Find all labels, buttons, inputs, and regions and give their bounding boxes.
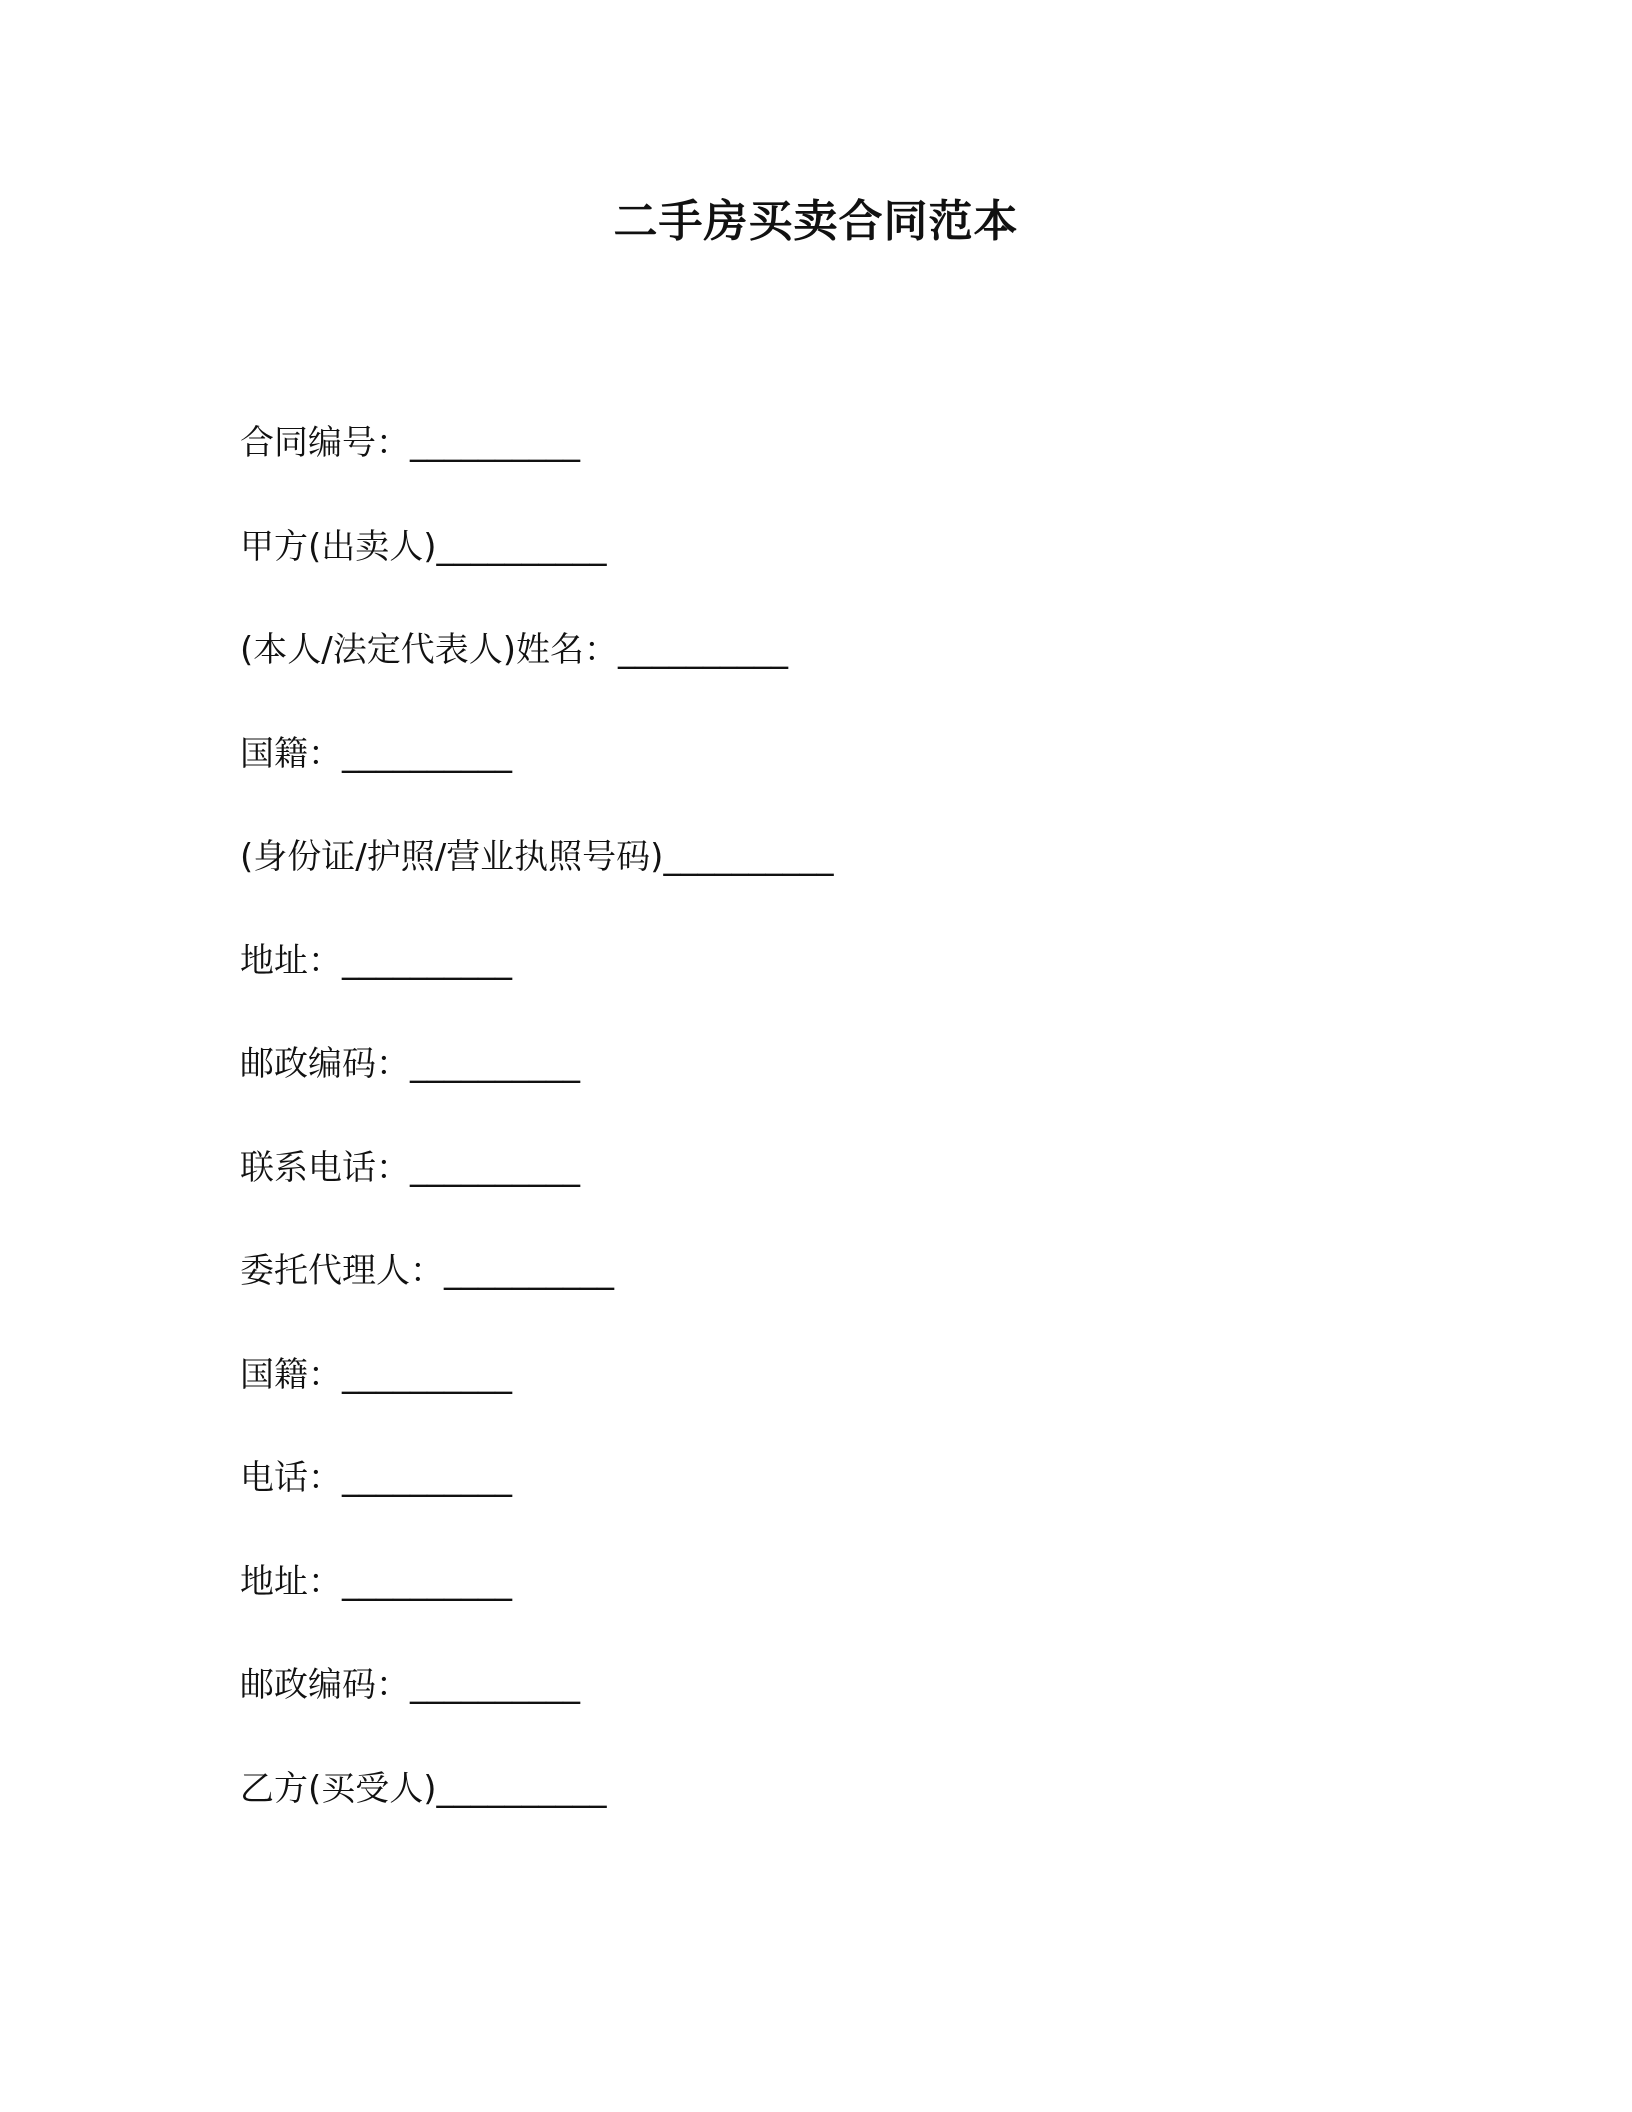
field-blank[interactable]: __________ [410,423,580,463]
field-blank[interactable]: __________ [342,1458,512,1498]
field-blank[interactable]: __________ [436,1768,607,1809]
field-id-number [240,832,1440,936]
field-blank[interactable]: __________ [410,1147,580,1188]
field-label: 邮政编码： [240,1665,410,1705]
field-agent-nationality [240,1350,1440,1454]
field-blank[interactable]: __________ [342,1561,512,1602]
field-address [240,936,1440,1040]
field-contract-number [240,418,1440,522]
field-blank[interactable]: __________ [617,630,788,670]
field-label: 合同编号： [240,423,410,463]
field-authorized-agent [240,1246,1440,1350]
field-label: 国籍： [240,1354,342,1395]
field-agent-phone [240,1453,1440,1557]
field-postal-code [240,1039,1440,1143]
contract-fields [240,418,1440,1867]
field-label: 电话： [240,1458,342,1498]
field-blank[interactable]: __________ [410,1665,580,1705]
field-blank[interactable]: __________ [342,1354,512,1395]
field-blank[interactable]: __________ [663,837,834,877]
field-party-a-seller [240,522,1440,626]
field-label: 甲方(出卖人) [240,526,437,567]
field-party-b-buyer [240,1764,1440,1868]
field-blank[interactable]: __________ [342,733,512,774]
document-title: 二手房买卖合同范本 [613,196,1019,247]
field-agent-postal-code [240,1660,1440,1764]
field-label: 邮政编码： [240,1044,410,1084]
field-nationality [240,729,1440,833]
field-label: 地址： [240,1561,342,1602]
field-agent-address [240,1557,1440,1661]
field-label: 地址： [240,940,342,981]
field-blank[interactable]: __________ [436,526,607,567]
field-label: 国籍： [240,733,342,774]
field-blank[interactable]: __________ [342,940,512,981]
field-label: (身份证/护照/营业执照号码) [240,837,664,877]
field-label: 委托代理人： [240,1251,444,1291]
field-blank[interactable]: __________ [410,1044,580,1084]
field-contact-phone [240,1143,1440,1247]
field-label: 乙方(买受人) [240,1768,437,1809]
field-label: (本人/法定代表人)姓名： [240,630,618,670]
field-label: 联系电话： [240,1147,410,1188]
field-legal-representative-name [240,625,1440,729]
field-blank[interactable]: __________ [444,1251,614,1291]
